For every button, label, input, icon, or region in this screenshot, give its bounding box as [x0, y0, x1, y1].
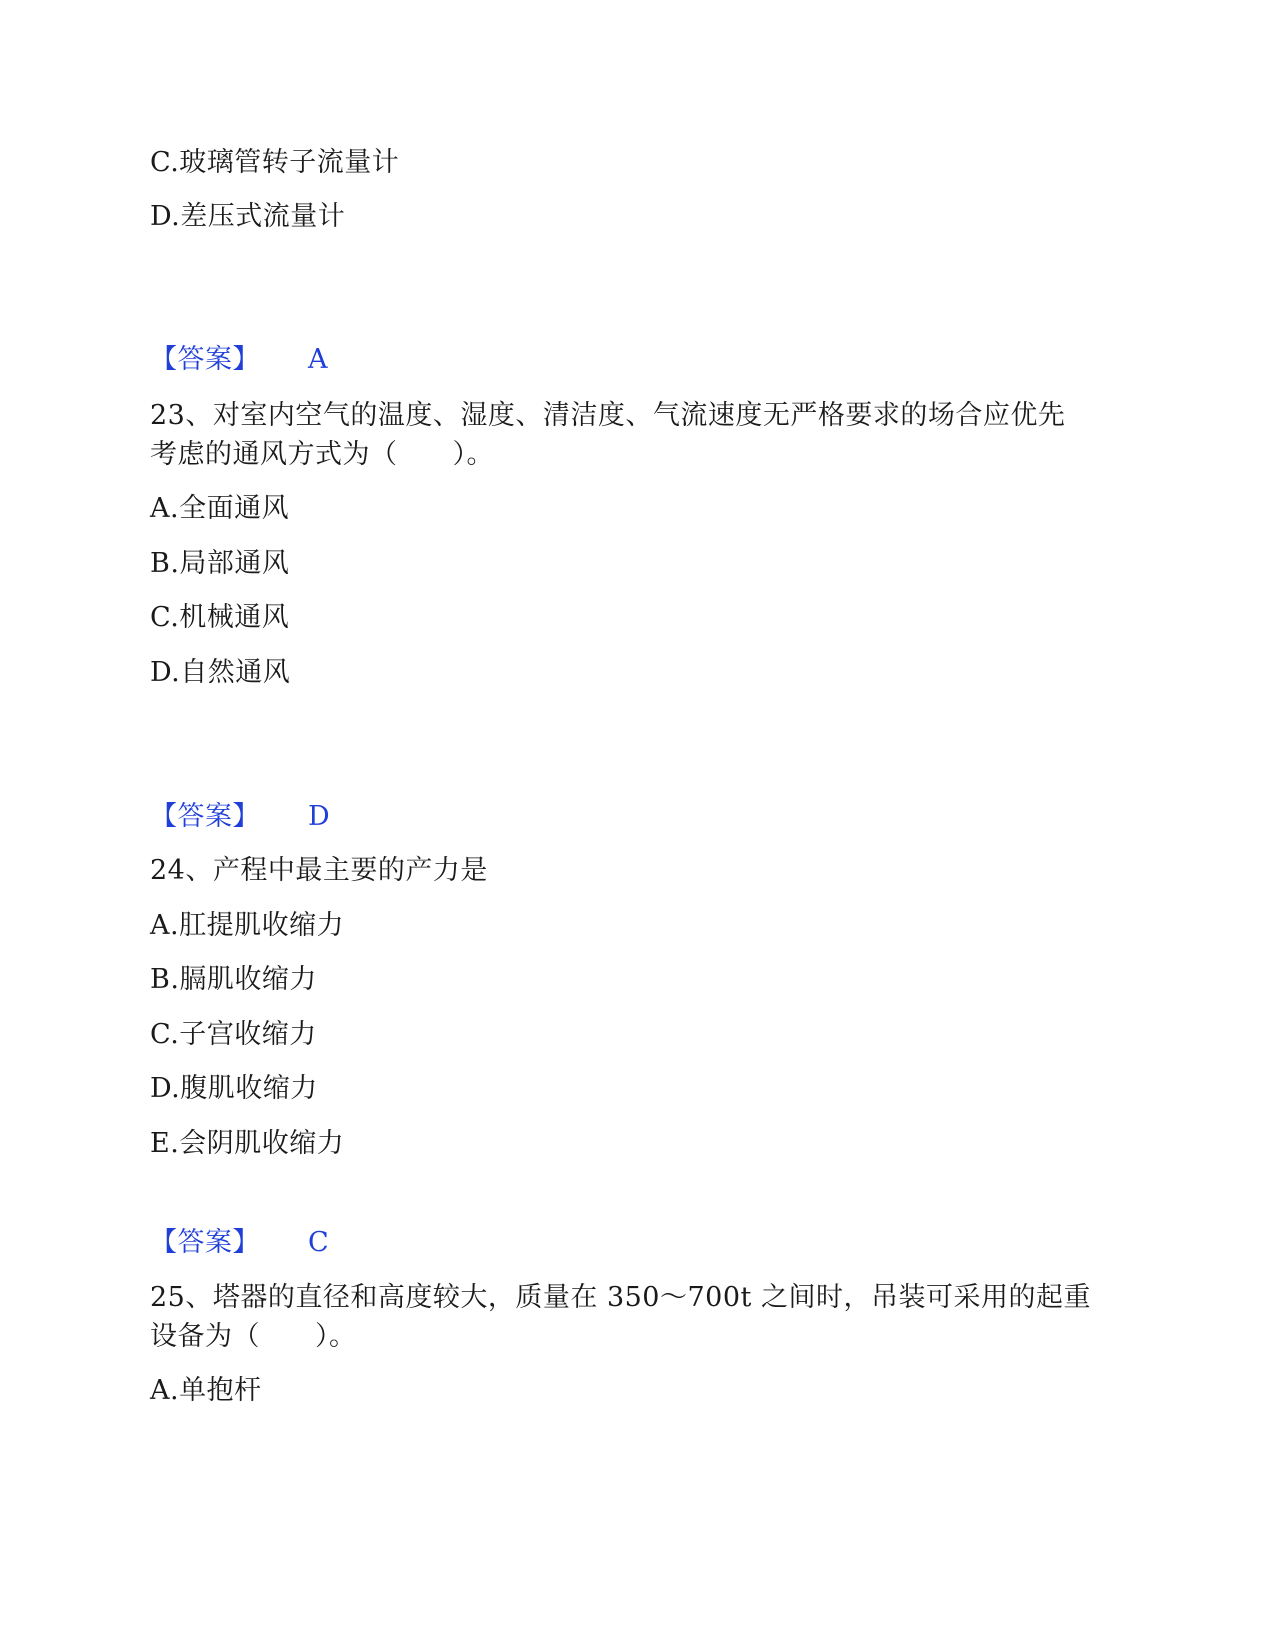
answer-letter: C	[308, 1227, 330, 1258]
q23-option-c: C.机械通风	[150, 602, 290, 633]
q24-option-c: C.子宫收缩力	[150, 1019, 317, 1050]
q23-stem-line2: 考虑的通风方式为（ ）。	[150, 439, 494, 470]
q24-stem: 24、产程中最主要的产力是	[150, 855, 488, 886]
q25-option-a: A.单抱杆	[150, 1375, 262, 1406]
q23-stem-line1: 23、对室内空气的温度、湿度、清洁度、气流速度无严格要求的场合应优先	[150, 400, 1066, 431]
q24-option-a: A.肛提肌收缩力	[150, 910, 345, 941]
answer-label: 【答案】	[150, 344, 260, 375]
q23-option-a: A.全面通风	[150, 493, 290, 524]
q22-option-d: D.差压式流量计	[150, 201, 346, 232]
answer-letter: D	[308, 801, 331, 832]
answer-label: 【答案】	[150, 801, 260, 832]
q23-answer	[150, 797, 330, 837]
answer-label: 【答案】	[150, 1227, 260, 1258]
q25-stem-line2: 设备为（ ）。	[150, 1321, 357, 1352]
q22-answer	[150, 340, 328, 380]
q24-answer	[150, 1223, 329, 1263]
q24-option-d: D.腹肌收缩力	[150, 1073, 318, 1104]
q23-option-b: B.局部通风	[150, 548, 290, 579]
q23-option-d: D.自然通风	[150, 657, 291, 688]
answer-letter: A	[308, 344, 328, 375]
q24-option-b: B.膈肌收缩力	[150, 964, 317, 995]
q25-stem-line1: 25、塔器的直径和高度较大，质量在 350～700t 之间时，吊装可采用的起重	[150, 1282, 1091, 1313]
q24-option-e: E.会阴肌收缩力	[150, 1128, 345, 1159]
q22-option-c: C.玻璃管转子流量计	[150, 147, 400, 178]
